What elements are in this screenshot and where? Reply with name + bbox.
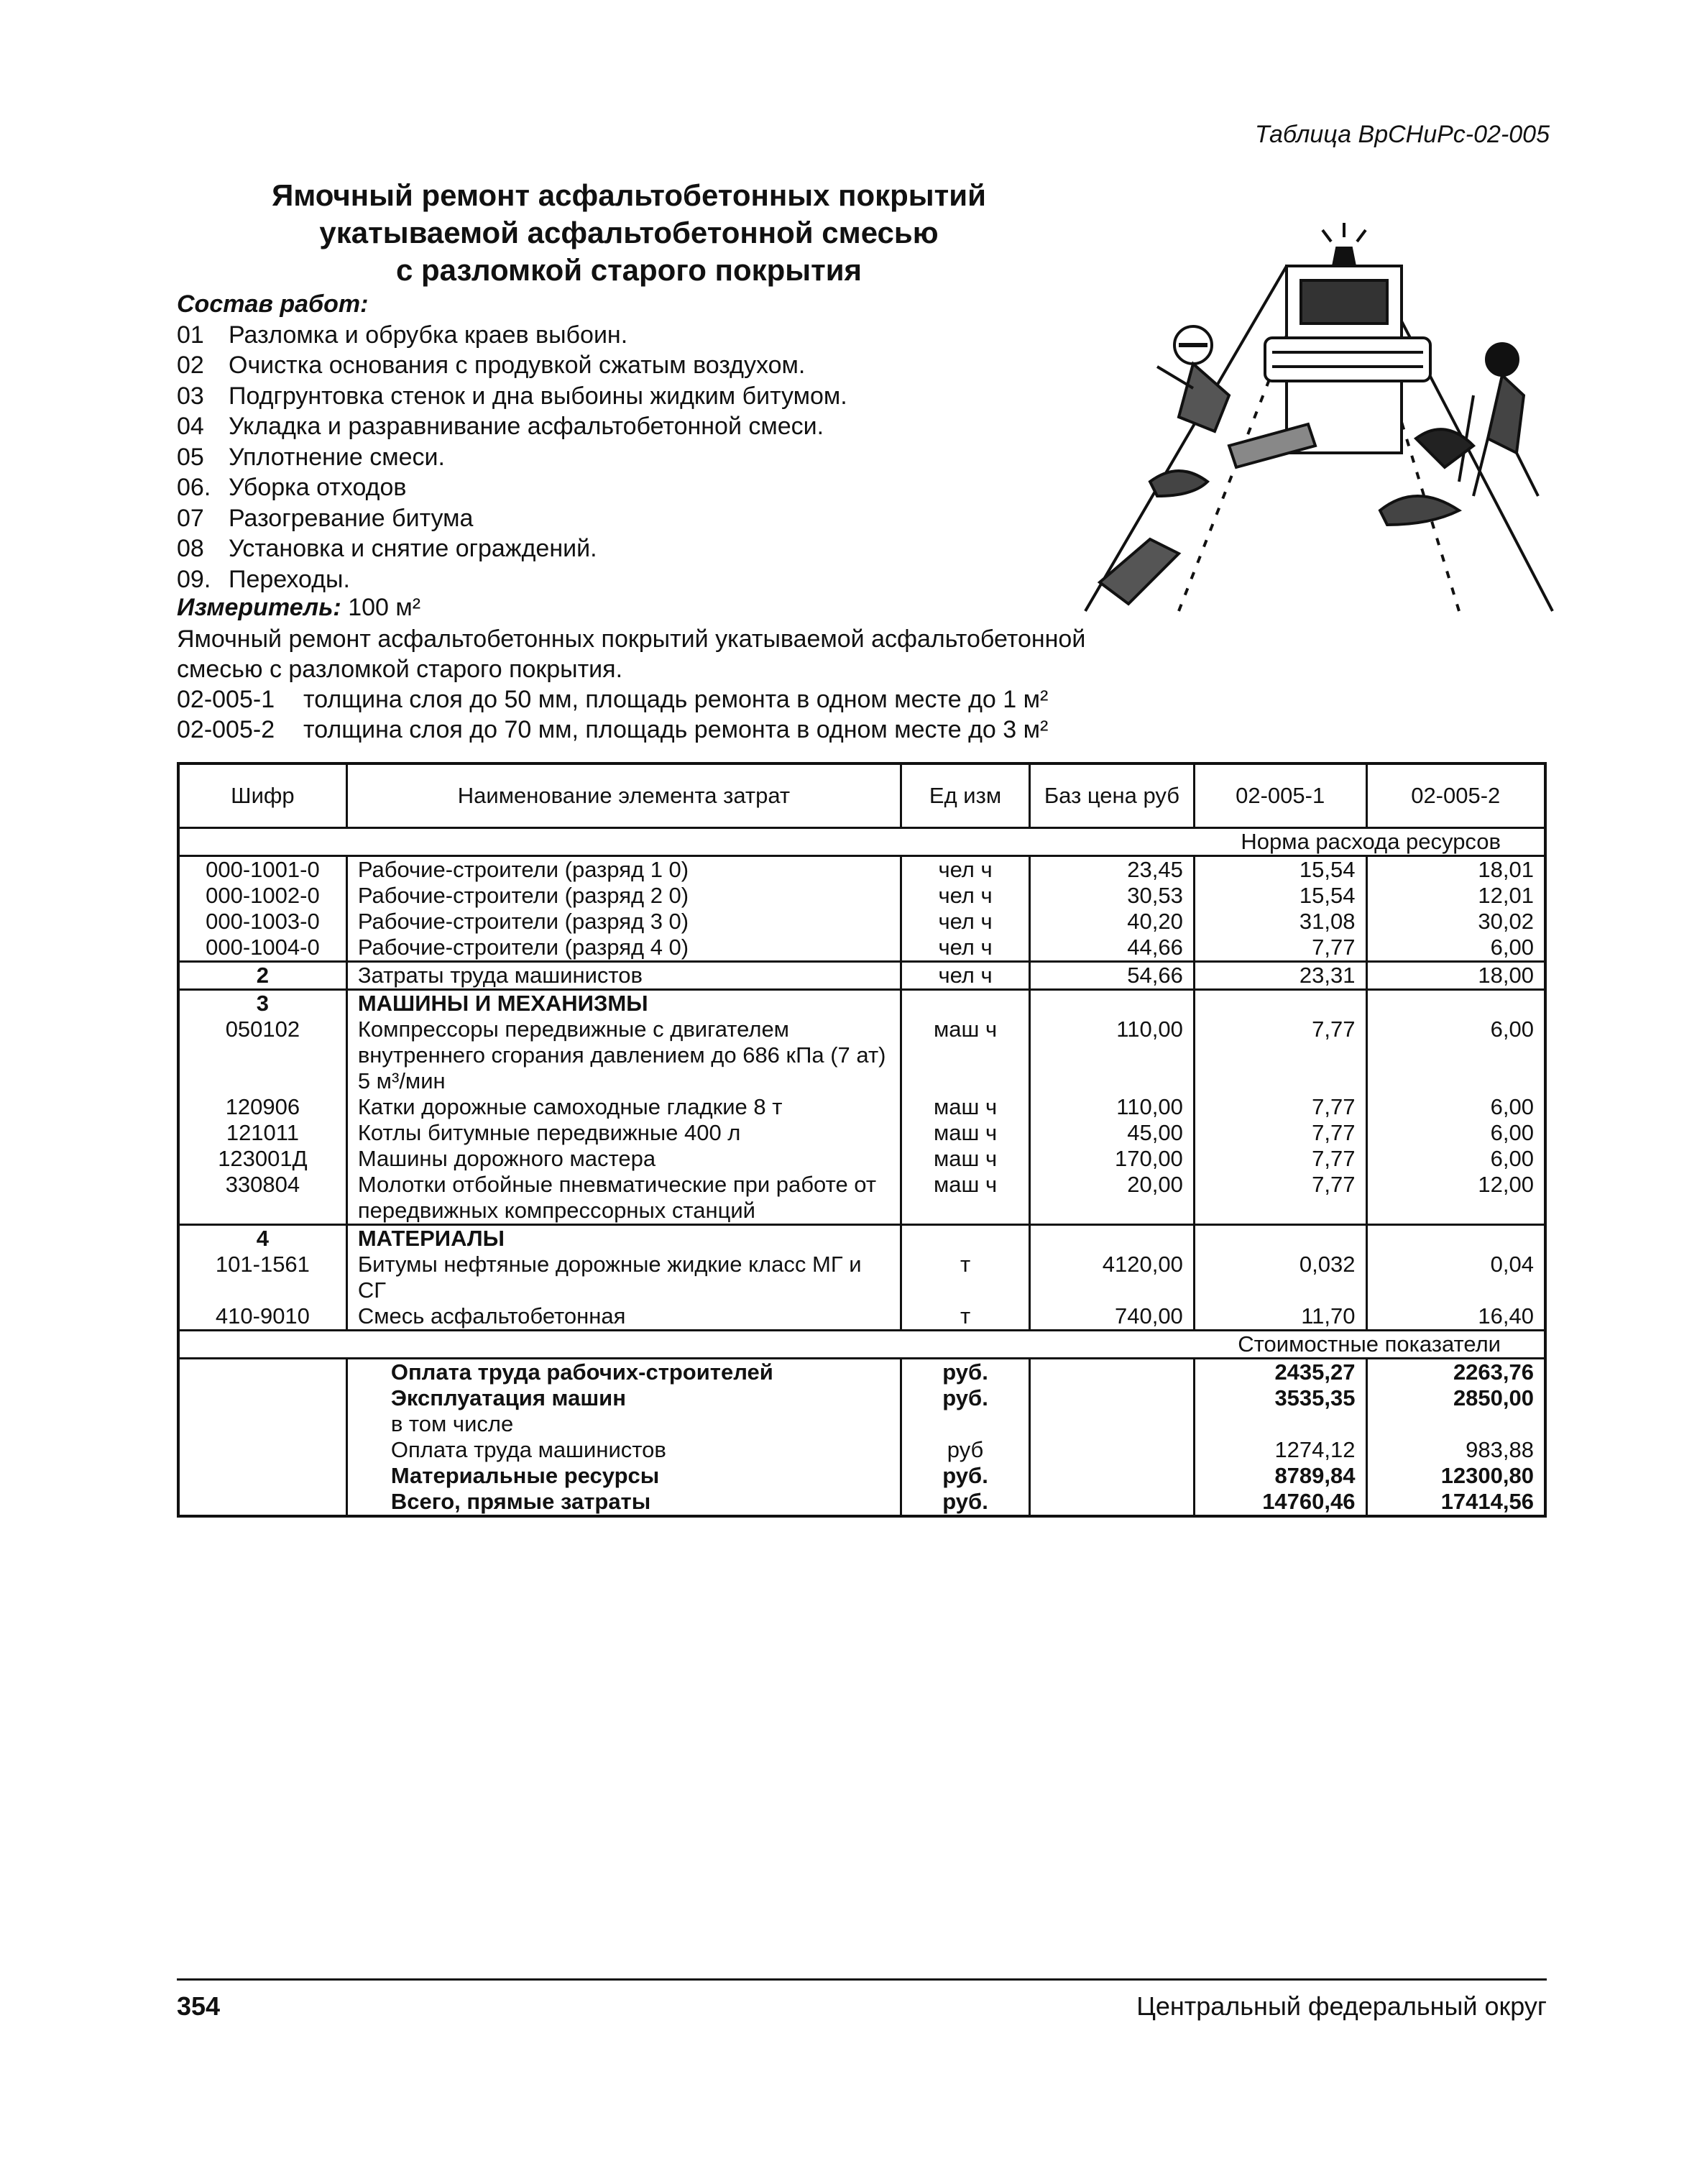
table-row (178, 935, 1545, 962)
work-text: Уплотнение смеси. (229, 443, 445, 471)
summary-v2: 983,88 (1466, 1437, 1534, 1462)
cell-code: 101-1561 (178, 1252, 346, 1303)
cell-name: Котлы битумные передвижные 400 л (346, 1120, 901, 1146)
summary-row (178, 1437, 1545, 1463)
work-num: 02 (177, 352, 204, 379)
cell-v2: 16,40 (1478, 1303, 1534, 1329)
summary-unit: руб. (901, 1463, 1030, 1489)
variant-line (177, 715, 1140, 745)
table-row (178, 1120, 1545, 1146)
summary-v1: 14760,46 (1194, 1489, 1366, 1516)
summary-v1 (1194, 1411, 1366, 1437)
cell-unit: чел ч (901, 883, 1030, 909)
road-repair-illustration (1071, 180, 1560, 625)
cell-v1: 15,54 (1194, 883, 1366, 909)
works-header: Состав работ: (177, 290, 369, 318)
summary-name: Материальные ресурсы (346, 1463, 901, 1489)
summary-v2: 17414,56 (1440, 1489, 1534, 1514)
summary-unit (901, 1411, 1030, 1437)
work-num: 01 (177, 321, 204, 349)
cell-price: 4120,00 (1030, 1252, 1195, 1303)
work-item (177, 381, 847, 412)
work-item (177, 411, 847, 442)
cell-code: 000-1001-0 (178, 856, 346, 884)
cell-v2: 6,00 (1490, 1120, 1534, 1145)
summary-name: Оплата труда рабочих-строителей (346, 1359, 901, 1386)
cell-name: МАШИНЫ И МЕХАНИЗМЫ (346, 990, 901, 1017)
cell-code: 000-1003-0 (178, 909, 346, 935)
cell-unit: чел ч (901, 909, 1030, 935)
title-line-1: Ямочный ремонт асфальтобетонных покрытий (272, 178, 986, 212)
cell-code: 410-9010 (178, 1303, 346, 1331)
table-row (178, 1303, 1545, 1331)
cell-unit: маш ч (901, 1017, 1030, 1094)
cell-v1: 7,77 (1194, 1017, 1366, 1094)
page-number: 354 (177, 1991, 221, 2021)
cell-price: 23,45 (1030, 856, 1195, 884)
header-v2: 02-005-2 (1366, 763, 1545, 828)
variant-code: 02-005-1 (177, 686, 275, 713)
table-row (178, 1252, 1545, 1303)
machinists-row (178, 962, 1545, 990)
cell-code: 330804 (178, 1172, 346, 1225)
title-line-3: с разломкой старого покрытия (395, 253, 862, 287)
work-item (177, 564, 847, 595)
summary-v1: 3535,35 (1194, 1385, 1366, 1411)
work-num: 07 (177, 504, 204, 532)
cell-name: Машины дорожного мастера (346, 1146, 901, 1172)
cell-v1: 7,77 (1194, 935, 1366, 962)
work-text: Установка и снятие ограждений. (229, 535, 597, 562)
table-row (178, 1094, 1545, 1120)
cell-price: 110,00 (1030, 1094, 1195, 1120)
cell-unit: чел ч (901, 962, 1030, 990)
cell-price: 44,66 (1030, 935, 1195, 962)
cell-price: 20,00 (1030, 1172, 1195, 1225)
summary-row (178, 1385, 1545, 1411)
variant-line (177, 684, 1140, 715)
work-num: 04 (177, 413, 204, 440)
footer-region: Центральный федеральный округ (1136, 1991, 1547, 2021)
work-item (177, 472, 847, 503)
description-line: Ямочный ремонт асфальтобетонных покрытий укатываемой асфальтобетонной (177, 625, 1086, 653)
cell-v1: 7,77 (1194, 1172, 1366, 1225)
cell-v2: 6,00 (1366, 935, 1545, 962)
cell-code: 050102 (178, 1017, 346, 1094)
header-v1: 02-005-1 (1194, 763, 1366, 828)
summary-name: Оплата труда машинистов (346, 1437, 901, 1463)
work-item (177, 350, 847, 381)
variant-code: 02-005-2 (177, 716, 275, 743)
cell-v1: 15,54 (1194, 856, 1366, 884)
table-row (178, 856, 1545, 884)
summary-row (178, 1411, 1545, 1437)
summary-v2: 2850,00 (1453, 1385, 1534, 1410)
table-row (178, 883, 1545, 909)
cell-v2: 18,00 (1366, 962, 1545, 990)
cell-name: Компрессоры передвижные с двигателем внутреннего сгорания давлением до 686 кПа (7 ат) 5 м³/мин (346, 1017, 901, 1094)
cell-v2: 18,01 (1478, 857, 1534, 882)
cell-price: 30,53 (1030, 883, 1195, 909)
cell-v2: 6,00 (1490, 1146, 1534, 1171)
table-header-row (178, 763, 1545, 828)
work-num: 08 (177, 535, 204, 562)
summary-row (178, 1489, 1545, 1516)
header-code: Шифр (178, 763, 346, 828)
cell-name: Рабочие-строители (разряд 4 0) (346, 935, 901, 962)
work-text: Очистка основания с продувкой сжатым воздухом. (229, 352, 806, 379)
cell-v1: 23,31 (1194, 962, 1366, 990)
work-text: Уборка отходов (229, 474, 407, 501)
description (177, 624, 1140, 745)
document-title (180, 177, 1078, 289)
cell-price: 170,00 (1030, 1146, 1195, 1172)
work-item (177, 442, 847, 473)
summary-name: Эксплуатация машин (346, 1385, 901, 1411)
cell-code: 2 (178, 962, 346, 990)
summary-unit: руб (901, 1437, 1030, 1463)
summary-v2: 12300,80 (1440, 1463, 1534, 1488)
summary-unit: руб. (901, 1489, 1030, 1516)
cell-code: 123001Д (178, 1146, 346, 1172)
cost-label: Стоимостные показатели (178, 1331, 1545, 1359)
meter-line (177, 594, 420, 622)
cell-unit: маш ч (901, 1172, 1030, 1225)
meter-value: 100 м² (348, 594, 421, 621)
cell-v1: 11,70 (1194, 1303, 1366, 1331)
footer-divider (177, 1978, 1547, 1981)
table-row (178, 1172, 1545, 1225)
cell-unit: чел ч (901, 856, 1030, 884)
table-row (178, 909, 1545, 935)
cell-name: Рабочие-строители (разряд 3 0) (346, 909, 901, 935)
cell-name: МАТЕРИАЛЫ (346, 1225, 901, 1252)
cell-v2: 12,00 (1366, 1172, 1545, 1225)
work-num: 03 (177, 382, 204, 410)
work-item (177, 320, 847, 351)
summary-v1: 1274,12 (1194, 1437, 1366, 1463)
cell-price: 40,20 (1030, 909, 1195, 935)
work-item (177, 533, 847, 564)
work-text: Подгрунтовка стенок и дна выбоины жидким битумом. (229, 382, 847, 410)
cell-code: 000-1004-0 (178, 935, 346, 962)
cell-price: 740,00 (1030, 1303, 1195, 1331)
cell-price: 45,00 (1030, 1120, 1195, 1146)
cell-code: 120906 (178, 1094, 346, 1120)
cell-name: Катки дорожные самоходные гладкие 8 т (346, 1094, 901, 1120)
norm-label-row (178, 828, 1545, 856)
cell-name: Молотки отбойные пневматические при работе от передвижных компрессорных станций (346, 1172, 901, 1225)
description-line: смесью с разломкой старого покрытия. (177, 656, 623, 683)
work-text: Разломка и обрубка краев выбоин. (229, 321, 628, 349)
cost-label-row (178, 1331, 1545, 1359)
norm-label: Норма расхода ресурсов (178, 828, 1545, 856)
cell-price: 54,66 (1030, 962, 1195, 990)
cell-code: 4 (178, 1225, 346, 1252)
machines-header-row (178, 990, 1545, 1017)
cell-v1: 7,77 (1194, 1094, 1366, 1120)
summary-row (178, 1463, 1545, 1489)
meter-label: Измеритель: (177, 594, 341, 621)
variant-text: толщина слоя до 70 мм, площадь ремонта в одном месте до 3 м² (303, 716, 1049, 743)
cell-v1: 7,77 (1194, 1146, 1366, 1172)
work-num: 05 (177, 443, 204, 471)
cell-price: 110,00 (1030, 1017, 1195, 1094)
cell-name: Затраты труда машинистов (346, 962, 901, 990)
summary-v1: 2435,27 (1194, 1359, 1366, 1386)
cell-unit: маш ч (901, 1120, 1030, 1146)
summary-unit: руб. (901, 1359, 1030, 1386)
work-item (177, 503, 847, 534)
variant-text: толщина слоя до 50 мм, площадь ремонта в одном месте до 1 м² (303, 686, 1049, 713)
cell-name: Рабочие-строители (разряд 1 0) (346, 856, 901, 884)
summary-row (178, 1359, 1545, 1386)
cell-unit: маш ч (901, 1094, 1030, 1120)
header-unit: Ед изм (901, 763, 1030, 828)
cell-v2: 6,00 (1490, 1094, 1534, 1119)
cell-v1: 31,08 (1194, 909, 1366, 935)
cost-table (177, 762, 1547, 1518)
work-num: 09. (177, 565, 211, 593)
summary-v2 (1366, 1411, 1545, 1437)
summary-v1: 8789,84 (1194, 1463, 1366, 1489)
work-text: Разогревание битума (229, 504, 474, 532)
cell-name: Битумы нефтяные дорожные жидкие класс МГ и СГ (346, 1252, 901, 1303)
cell-unit: маш ч (901, 1146, 1030, 1172)
cell-unit: чел ч (901, 935, 1030, 962)
cell-unit: т (901, 1303, 1030, 1331)
works-list (177, 289, 847, 595)
summary-unit: руб. (901, 1385, 1030, 1411)
work-text: Укладка и разравнивание асфальтобетонной смеси. (229, 413, 824, 440)
materials-header-row (178, 1225, 1545, 1252)
summary-name: Всего, прямые затраты (346, 1489, 901, 1516)
cell-v2: 0,04 (1490, 1252, 1534, 1277)
cell-code: 000-1002-0 (178, 883, 346, 909)
cell-v1: 7,77 (1194, 1120, 1366, 1146)
summary-v2: 2263,76 (1453, 1359, 1534, 1385)
cell-v1: 0,032 (1194, 1252, 1366, 1303)
table-label: Таблица ВрСНиРс-02-005 (1254, 121, 1550, 148)
work-num: 06. (177, 474, 211, 501)
cell-code: 3 (178, 990, 346, 1017)
cell-v2: 12,01 (1478, 883, 1534, 908)
cell-name: Рабочие-строители (разряд 2 0) (346, 883, 901, 909)
cell-unit: т (901, 1252, 1030, 1303)
cell-v2: 30,02 (1478, 909, 1534, 934)
table-row (178, 1017, 1545, 1094)
cell-v2: 6,00 (1490, 1017, 1534, 1042)
cell-code: 121011 (178, 1120, 346, 1146)
table-row (178, 1146, 1545, 1172)
title-line-2: укатываемой асфальтобетонной смесью (319, 216, 939, 249)
work-text: Переходы. (229, 565, 350, 593)
header-price: Баз цена руб (1030, 763, 1195, 828)
header-name: Наименование элемента затрат (346, 763, 901, 828)
summary-name: в том числе (346, 1411, 901, 1437)
cell-name: Смесь асфальтобетонная (346, 1303, 901, 1331)
